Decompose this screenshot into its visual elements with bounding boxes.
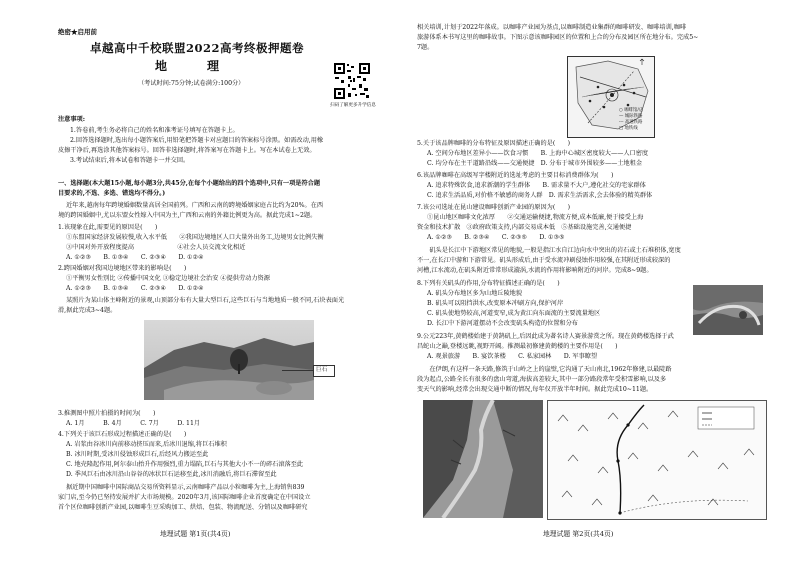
subject-title: 地 理 — [155, 59, 234, 73]
question-7: 7.该公司选址在昆山建设咖啡创新产业园的原因为( ) — [417, 204, 571, 211]
q6-option: C. 追求生活品质,对价格不敏感的商务人群 D. 需求生活需求,会去体验的精英群体 — [427, 192, 653, 199]
notes-heading: 注意事项: — [58, 116, 86, 123]
section-heading: 目要求的,不选、多选、错选均不得分。) — [58, 190, 166, 197]
question-5: 5.关于该品牌咖啡的分布特征及原因描述正确的是( ) — [417, 140, 571, 147]
q1-option: ③中国对外开放程度提高 ④社会人员交流文化相近 — [66, 244, 246, 251]
question-2: 2.跨国婚姻对我国边境地区带来的影响是( ) — [58, 265, 187, 272]
q7-answers: A. ①②③ B. ②③④ C. ②③⑤ D. ①③⑤ — [427, 234, 565, 241]
q4-option: A. 岩浆由谷冰川向前移动挤压而来,后冰川退缩,将巨石堆积 — [66, 441, 227, 448]
q4-option: D. 季风巨石由冰川沿山谷谷的冰状巨石运移至此,冰川消融后,将巨石滞留至此 — [66, 471, 277, 478]
legend-entry: --- 高速铁路 — [619, 120, 643, 125]
q8-option: B. 矶头可以阻挡洪水,改变原本冲刷方向,保护河岸 — [427, 300, 564, 307]
intro-line: 在伊朗,有这样一条天路,修筑于山岭之上的崖壁,它沟通了天山南北,1962年修建,以最陡路 — [417, 366, 672, 373]
intro-line: 相关培训,计划于2022年落成。以咖啡产业园为基点,以咖啡制造业集群的咖啡研发、咖啡培训,咖啡 — [417, 24, 687, 31]
question-4: 4.下列关于该巨石形成过程描述正确的是( ) — [58, 431, 187, 438]
question-1: 1.该现象在此,需要见的原因是( ) — [58, 224, 158, 231]
q3-answers: A. 1月 B. 4月 C. 7月 D. 11月 — [66, 420, 201, 427]
q1-option: ①东盟国家经济发展较慢,收入水平低 ②我国边境地区人口大量外出务工,边境男女比例失衡 — [66, 234, 324, 241]
boulder-label-box — [313, 365, 335, 377]
intro-line: 不一,在长江中游和下游常见。矶头形成后,由于受水流冲刷侵蚀作用较强,在其附近形成较深的 — [417, 257, 671, 264]
boulder-label: 巨石 — [316, 367, 328, 373]
river-bend-photo — [693, 285, 763, 335]
page-2 — [397, 0, 794, 561]
intro-line: 变天气的影响,经常会出现交通中断的情况,每年仅开放半年时间。据此完成10~11题。 — [417, 386, 653, 393]
q8-option: D. 长江中下游河道摆动不会改变矶头构造的位置和分布 — [427, 320, 578, 327]
boulder-photo — [144, 320, 314, 400]
q4-option: C. 地壳隆起作用,阿尔泰山抬升作用强烈,重力塌陷,巨石与其他大小不一的碎石滚落至此 — [66, 461, 304, 468]
secret-label: 绝密★启用前 — [58, 28, 97, 36]
intro-line: 滑,据此完成3~4题。 — [58, 307, 117, 314]
section-heading: 一、选择题(本大题15小题,每小题3分,共45分,在每个小题给出的四个选项中,只有一项是符合题 — [58, 180, 321, 187]
q8-option: C. 矶头使地势较高,河道变窄,成为黄江向东面流的主要流量地区 — [427, 310, 601, 317]
question-6: 6.该品牌咖啡在高级写字楼附近的选址考虑的主要目标消费群体为( ) — [417, 172, 614, 179]
intro-line: 旅游体系本书写这里的咖啡故事。下图示意该咖啡园区的位置和上合的分布及园区所在地分布。完成5~ — [417, 34, 699, 41]
note-line: 2.回答选择题时,选出每小题答案后,用铅笔把答题卡对应题目的答案标号涂黑。如需改动,用橡 — [70, 137, 324, 144]
intro-line: 某照片为某山体主峰附近的景观,山顶部分布有大量大型巨石,这些巨石与当地地质一般不同,石块表面光 — [66, 297, 345, 304]
q9-answers: A. 观景旅游 B. 宴饮茶楼 C. 私家园林 D. 军事瞭望 — [427, 353, 598, 360]
intro-line: 近年来,越南每年跨境婚姻数量高居全国前列。广西和云南的跨境婚姻家庭占比约为20%。在西 — [66, 202, 324, 209]
intro-line: 矶头是长江中下游地区常见的地貌,一般是指江水自江边向水中突出的岩石或土石堆积体,宽度 — [417, 247, 681, 254]
qr-code[interactable] — [333, 62, 371, 100]
q4-option: B. 冰川时期,受冰川侵蚀形成巨石,后经风力搬运至此 — [66, 451, 209, 458]
tianshan-road-map — [547, 400, 767, 520]
intro-line: 首个区位咖啡创新产业园,以咖啡生豆采购加工、烘焙、包装、物流配送、分销以及咖啡研究 — [58, 504, 308, 511]
q5-option: C. 均分布在主干道路沿线——交通便捷 D. 分布于城市外围较多——土地租金 — [427, 160, 643, 167]
exam-title: 卓越高中千校联盟2022高考终极押题卷 — [90, 41, 305, 55]
mountain-road-photo — [423, 400, 543, 518]
exam-info: （考试时间:75分钟;试卷满分:100分） — [138, 80, 245, 87]
q7-option: 资金和技术扩散 ③政府政策支持,内部交易成本低 ⑤基础设施完善,交通便捷 — [417, 224, 632, 231]
q8-option: A. 矶头分布地区多为山地丘陵地貌 — [427, 290, 523, 297]
intro-line: 段为起点,公路全长有很多的盘山弯道,海拔高差较大,其中一部分路段常年受积雪影响,以及多 — [417, 376, 667, 383]
legend-entry: □ 地铁线 — [619, 126, 638, 131]
legend-entry: ○ 咖啡馆/店 — [619, 108, 644, 113]
question-3: 3.推测图中照片拍摄的时间为( ) — [58, 410, 156, 417]
page-footer: 地理试题 第1页(共4页) — [160, 530, 231, 538]
note-line: 皮擦干净后,再选涂其他答案标号。回答非选择题时,将答案写在答题卡上。写在本试卷上无效。 — [58, 147, 316, 154]
intro-line: 据近期中国咖啡中国际商品交易所资料显示,云南咖啡产品以小粒咖啡为主,上海销售839 — [66, 484, 305, 491]
q2-answers: A. ①②③ B. ①③④ C. ②③④ D. ①②④ — [66, 285, 204, 292]
intro-line: 家门店,至今仍已坚持发展并扩大市场规模。2020年3月,该国际咖啡企业首度确定在中国设立 — [58, 494, 311, 501]
intro-line: 境的跨国婚姻中,尤以东盟女性嫁入中国为主,广西和云南的外籍比例更为高。据此完成1~2题。 — [58, 212, 317, 219]
note-line: 3.考试结束后,将本试卷和答题卡一并交回。 — [70, 157, 190, 164]
question-8: 8.下列有关矶头的作用,分布特征描述正确的是( ) — [417, 280, 560, 287]
legend-entry: — 城际铁路 — [619, 114, 643, 119]
qr-caption: 扫码了解更多升学信息 — [330, 103, 376, 108]
q2-option: ①平衡男女性别比 ②传播中国文化 ③稳定边境社会治安 ④提供劳动力资源 — [66, 275, 270, 282]
q1-answers: A. ①②③ B. ①③④ C. ②③④ D. ①②④ — [66, 254, 204, 261]
intro-line: 7题。 — [417, 44, 434, 51]
q5-option: A. 空间分布地区差异小——饮食习惯 B. 上海中心城区密度较大——人口密度 — [427, 150, 649, 157]
intro-line: 河槽,江水流动,在矶头附近常常形成漩涡,水流的作用将影响附近的河岸。完成8~9题。 — [417, 267, 653, 274]
note-line: 1.答卷前,考生务必将自己的姓名和准考证号填写在答题卡上。 — [70, 127, 239, 134]
label-pointer-line — [282, 370, 313, 371]
q7-option: ①昆山地区咖啡文化浓厚 ②交通运输便捷,物流方便,成本低廉,便于接受上海 — [427, 214, 644, 221]
question-9: 9.公元223年,黄鹤楼始建于黄鹄矶上,后因此成为著名诗人赛景游赏之所。现在黄鹤楼选择于武 — [417, 333, 674, 340]
question-9-cont: 昌蛇山之巅,登楼远眺,视野开阔。推测最初修建黄鹤楼的主要作用是( ) — [417, 343, 618, 350]
page-footer: 地理试题 第2页(共4页) — [543, 530, 614, 538]
q6-option: A. 追求特殊饮食,追求新潮的学生群体 B. 需求量不大户,遵化社交的宅家群体 — [427, 182, 646, 189]
